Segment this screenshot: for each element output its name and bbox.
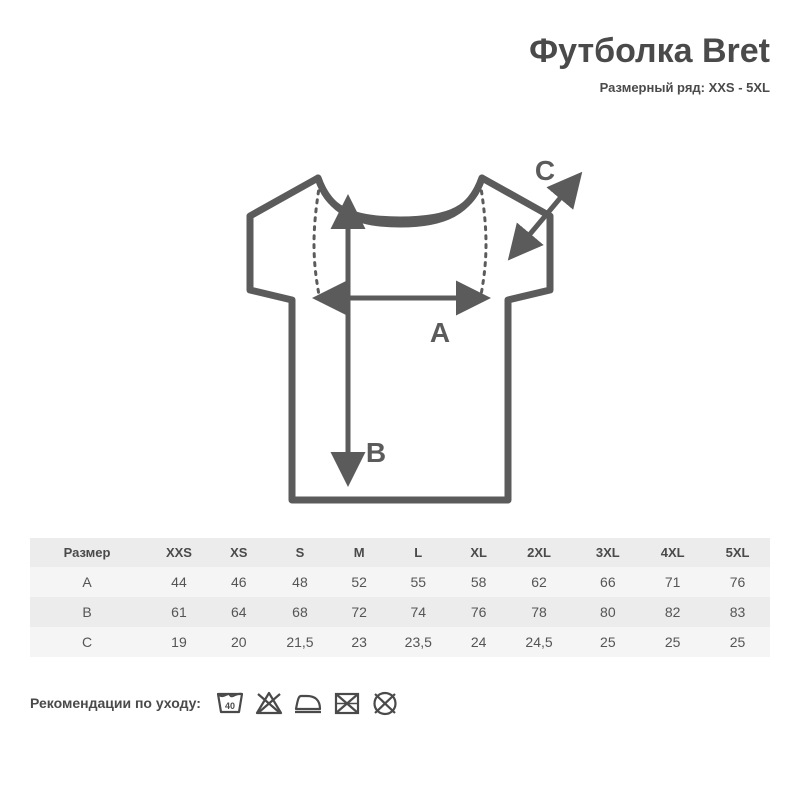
cell-c-4xl: 25 bbox=[640, 627, 705, 657]
table-row bbox=[30, 597, 770, 627]
right-sleeve-seam bbox=[480, 182, 486, 300]
size-range-subtitle: Размерный ряд: XXS - 5XL bbox=[599, 80, 770, 95]
cell-a-xxs: 44 bbox=[144, 567, 214, 597]
cell-c-5xl: 25 bbox=[705, 627, 770, 657]
cell-b-l: 74 bbox=[382, 597, 455, 627]
column-header-4xl: 4XL bbox=[640, 538, 705, 567]
table-row bbox=[30, 567, 770, 597]
size-table-head bbox=[30, 538, 770, 567]
left-sleeve-seam bbox=[314, 182, 320, 300]
cell-a-5xl: 76 bbox=[705, 567, 770, 597]
measure-c-arrow bbox=[520, 184, 572, 246]
measure-b-label: B bbox=[365, 437, 387, 468]
column-header-2xl: 2XL bbox=[503, 538, 576, 567]
column-header-5xl: 5XL bbox=[705, 538, 770, 567]
row-label-c: C bbox=[30, 627, 144, 657]
tshirt-diagram bbox=[0, 120, 800, 520]
table-header-row bbox=[30, 538, 770, 567]
cell-c-l: 23,5 bbox=[382, 627, 455, 657]
cell-b-3xl: 80 bbox=[575, 597, 640, 627]
column-header-xl: XL bbox=[455, 538, 503, 567]
cell-a-m: 52 bbox=[336, 567, 382, 597]
row-label-a: A bbox=[30, 567, 144, 597]
cell-a-3xl: 66 bbox=[575, 567, 640, 597]
size-table-body bbox=[30, 567, 770, 657]
cell-c-xl: 24 bbox=[455, 627, 503, 657]
cell-a-xs: 46 bbox=[214, 567, 264, 597]
care-icon-list bbox=[215, 690, 399, 716]
table-row bbox=[30, 627, 770, 657]
cell-c-xxs: 19 bbox=[144, 627, 214, 657]
cell-c-xs: 20 bbox=[214, 627, 264, 657]
cell-c-3xl: 25 bbox=[575, 627, 640, 657]
iron-icon bbox=[293, 690, 323, 716]
cell-b-2xl: 78 bbox=[503, 597, 576, 627]
column-header-3xl: 3XL bbox=[575, 538, 640, 567]
column-header-m: M bbox=[336, 538, 382, 567]
column-header-xxs: XXS bbox=[144, 538, 214, 567]
cell-a-2xl: 62 bbox=[503, 567, 576, 597]
column-header-xs: XS bbox=[214, 538, 264, 567]
no-bleach-icon bbox=[255, 690, 283, 716]
cell-a-s: 48 bbox=[264, 567, 337, 597]
cell-b-s: 68 bbox=[264, 597, 337, 627]
cell-a-4xl: 71 bbox=[640, 567, 705, 597]
no-tumble-dry-icon bbox=[333, 690, 361, 716]
care-label: Рекомендации по уходу: bbox=[30, 695, 201, 711]
cell-b-xl: 76 bbox=[455, 597, 503, 627]
size-table bbox=[30, 538, 770, 657]
wash-temperature-text: 40 bbox=[224, 701, 235, 711]
page-title: Футболка Bret bbox=[529, 32, 770, 70]
wash-40-icon bbox=[215, 690, 245, 716]
measure-a-label: A bbox=[429, 317, 451, 348]
cell-b-5xl: 83 bbox=[705, 597, 770, 627]
measure-c-label: C bbox=[534, 155, 556, 186]
care-instructions bbox=[30, 690, 399, 716]
cell-b-xs: 64 bbox=[214, 597, 264, 627]
cell-a-xl: 58 bbox=[455, 567, 503, 597]
cell-b-m: 72 bbox=[336, 597, 382, 627]
cell-c-s: 21,5 bbox=[264, 627, 337, 657]
no-dry-clean-icon bbox=[371, 690, 399, 716]
column-header-s: S bbox=[264, 538, 337, 567]
cell-c-2xl: 24,5 bbox=[503, 627, 576, 657]
column-header-l: L bbox=[382, 538, 455, 567]
column-header-size: Размер bbox=[30, 538, 144, 567]
row-label-b: B bbox=[30, 597, 144, 627]
cell-b-xxs: 61 bbox=[144, 597, 214, 627]
cell-c-m: 23 bbox=[336, 627, 382, 657]
cell-b-4xl: 82 bbox=[640, 597, 705, 627]
cell-a-l: 55 bbox=[382, 567, 455, 597]
page-header bbox=[529, 30, 770, 95]
